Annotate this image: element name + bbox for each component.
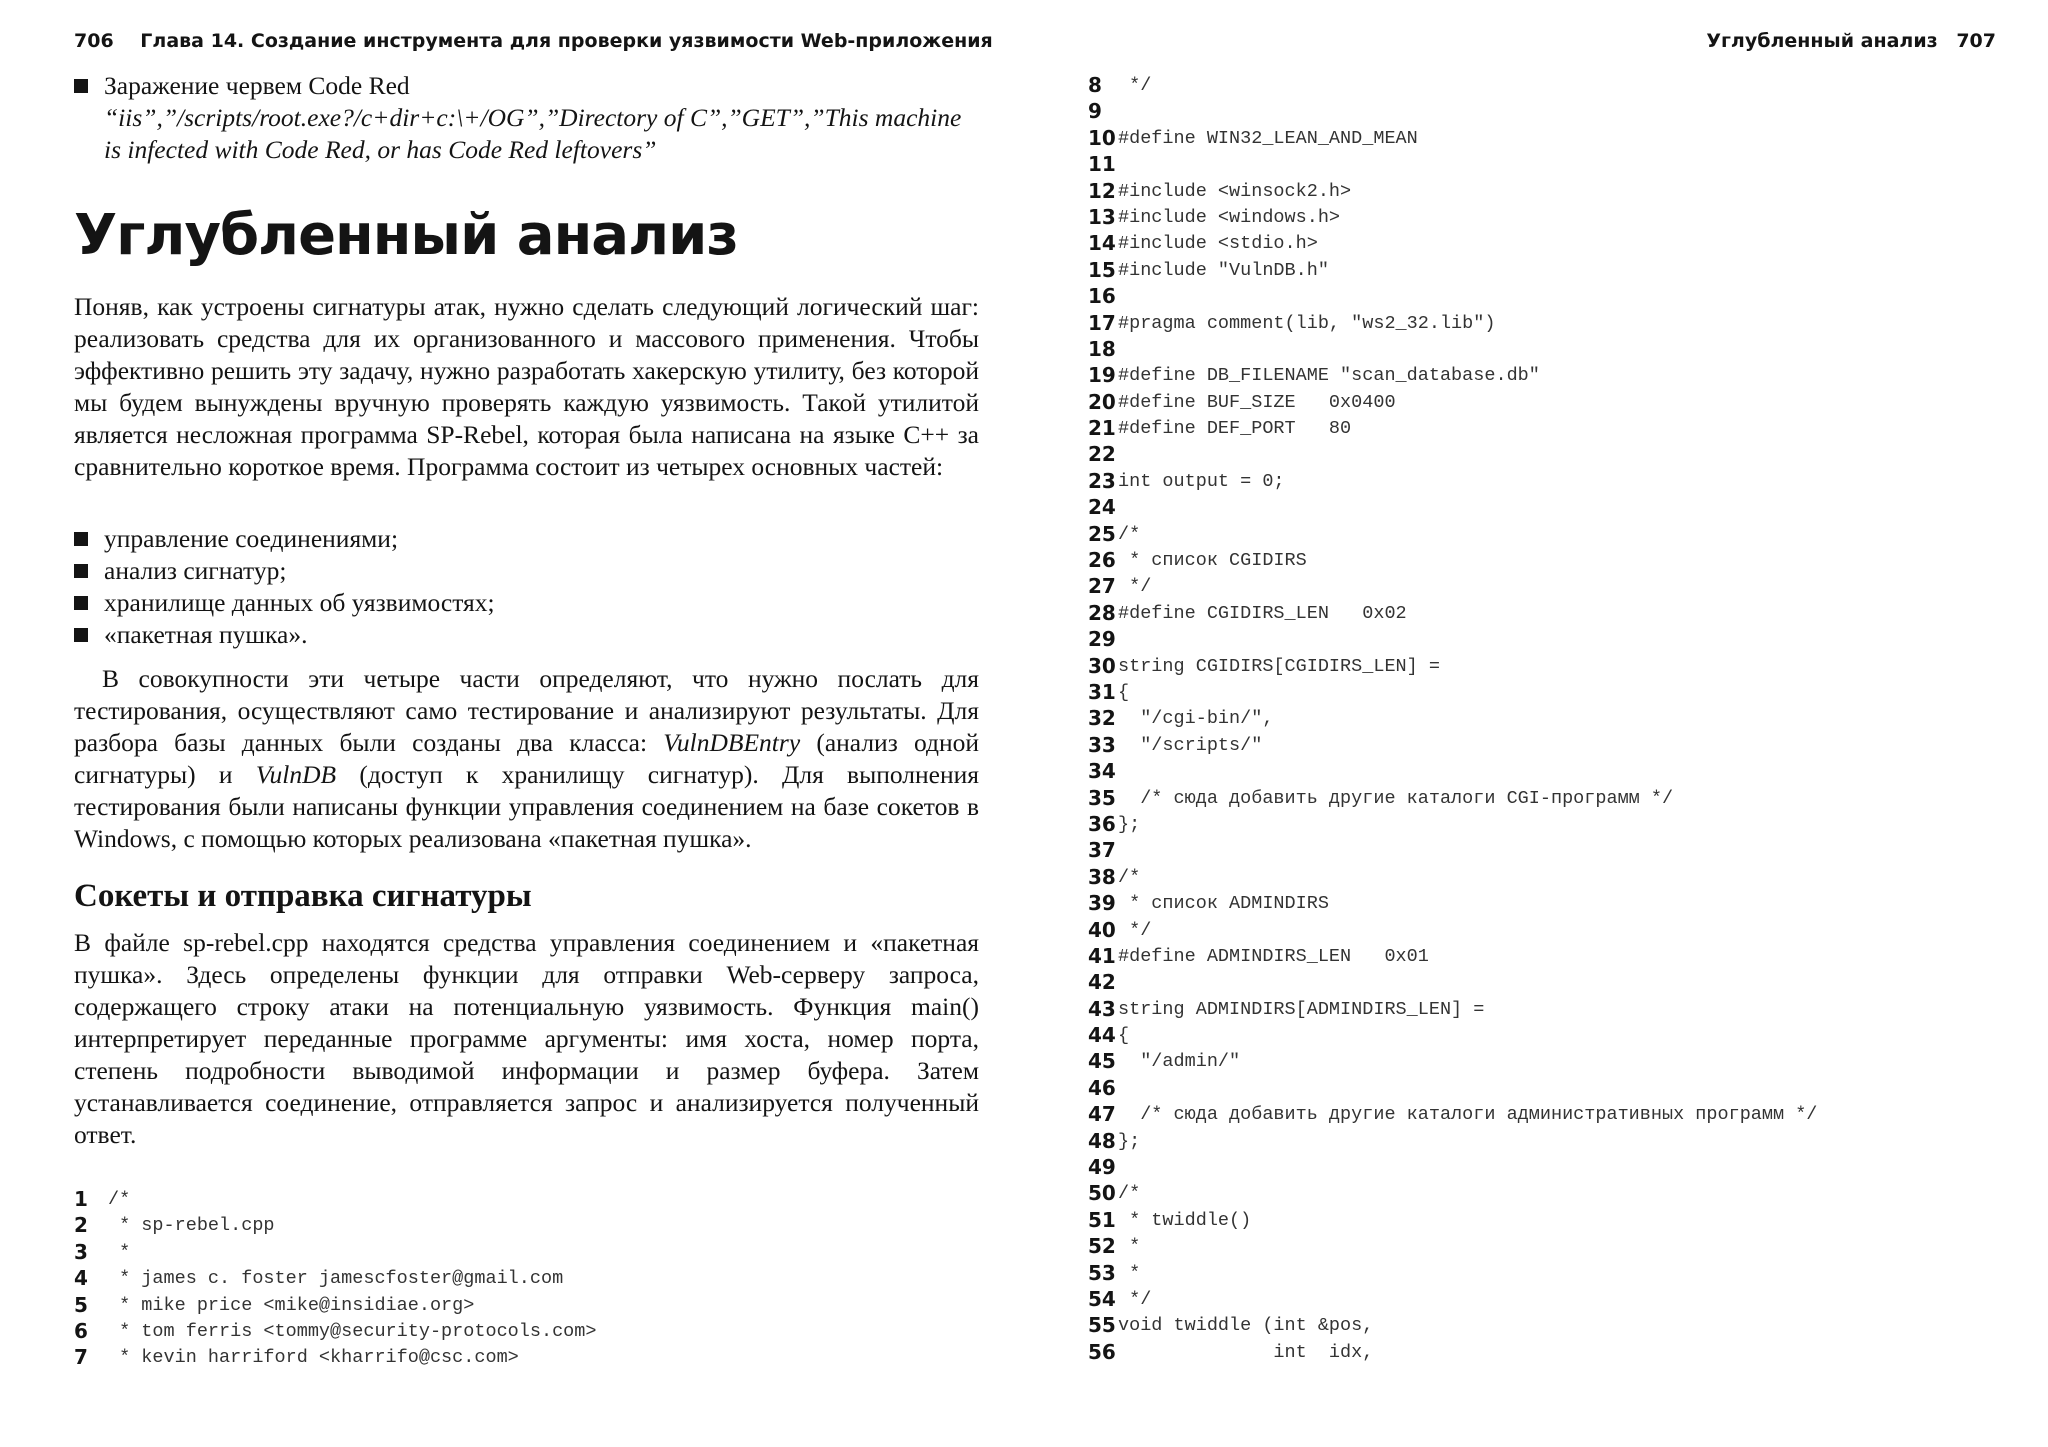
line-number: 44: [1088, 1023, 1116, 1048]
code-text: {: [1118, 681, 1130, 703]
bullet-square-icon: [74, 79, 88, 93]
code-text: #define CGIDIRS_LEN 0x02: [1118, 602, 1407, 624]
code-text: string CGIDIRS[CGIDIRS_LEN] =: [1118, 655, 1440, 677]
code-text: /*: [1118, 866, 1141, 888]
code-text: /*: [1118, 523, 1141, 545]
left-running-head: [74, 30, 993, 52]
line-number: 8: [1088, 73, 1102, 97]
line-number: 4: [74, 1266, 88, 1291]
line-number: 38: [1088, 864, 1116, 889]
line-number: 17: [1088, 310, 1116, 335]
code-text: string ADMINDIRS[ADMINDIRS_LEN] =: [1118, 998, 1485, 1020]
line-number: 45: [1088, 1049, 1116, 1074]
line-number: 34: [1088, 759, 1116, 784]
line-number: 15: [1088, 257, 1116, 282]
code-text: int output = 0;: [1118, 470, 1285, 492]
section-heading: Углубленный анализ: [74, 203, 738, 268]
bullet-title-line: [104, 70, 1054, 102]
code-text: /* сюда добавить другие каталоги административных программ */: [1118, 1104, 1818, 1126]
line-number: 53: [1088, 1260, 1116, 1285]
line-number: 7: [74, 1345, 88, 1370]
chapter-title: Глава 14. Создание инструмента для проверки уязвимости Web-приложения: [140, 30, 993, 52]
line-number: 41: [1088, 943, 1116, 968]
line-number: 10: [1088, 125, 1116, 150]
code-text: * james c. foster jamescfoster@gmail.com: [108, 1268, 564, 1290]
list-item: управление соединениями;: [104, 523, 495, 555]
code-text: * tom ferris <tommy@security-protocols.com>: [108, 1320, 597, 1342]
line-number: 18: [1088, 336, 1116, 361]
line-number: 9: [1088, 99, 1102, 124]
line-number: 42: [1088, 970, 1116, 995]
line-number: 3: [74, 1239, 88, 1264]
code-text: */: [1118, 919, 1152, 941]
code-text: #define DEF_PORT 80: [1118, 418, 1352, 440]
code-text: void twiddle (int &pos,: [1118, 1315, 1374, 1337]
code-text: * sp-rebel.cpp: [108, 1215, 275, 1237]
line-number: 16: [1088, 284, 1116, 309]
line-number: 52: [1088, 1234, 1116, 1259]
list-item: анализ сигнатур;: [104, 555, 495, 587]
line-number: 21: [1088, 416, 1116, 441]
line-number: 14: [1088, 231, 1116, 256]
code-text: * mike price <mike@insidiae.org>: [108, 1294, 475, 1316]
line-number: 32: [1088, 706, 1116, 731]
code-text: #include <windows.h>: [1118, 206, 1341, 228]
bullet-title: Заражение червем Code Red: [104, 71, 410, 100]
code-text: #define WIN32_LEAN_AND_MEAN: [1118, 127, 1418, 149]
code-text: #define BUF_SIZE 0x0400: [1118, 391, 1396, 413]
code-text: #define DB_FILENAME "scan_database.db": [1118, 365, 1540, 387]
code-text: /*: [108, 1189, 131, 1210]
line-number: 5: [74, 1292, 88, 1317]
intro-paragraph: Поняв, как устроены сигнатуры атак, нужно сделать следующий логический шаг: реализовать средства для их организованного и массового применения. Чтобы эффективно решить эту задачу, нужно разработать хакерскую утилиту, без которой мы будем вынуждены вручную проверять каждую уязвимость. Такой утилитой является несложная программа SP-Rebel, которая была написана на языке C++ за сравнительно короткое время. Программа состоит из четырех основных частей:: [74, 292, 979, 481]
code-text: * список CGIDIRS: [1118, 550, 1307, 572]
section-running-title: Углубленный анализ: [1706, 30, 1938, 52]
line-number: 46: [1088, 1075, 1116, 1100]
code-text: *: [1118, 1236, 1141, 1258]
line-number: 22: [1088, 442, 1116, 467]
code-text: "/scripts/": [1118, 734, 1263, 756]
line-number: 12: [1088, 178, 1116, 203]
code-text: "/admin/": [1118, 1051, 1241, 1073]
bullet-square-icon: [74, 532, 88, 546]
line-number: 19: [1088, 363, 1116, 388]
right-page-number: 707: [1956, 30, 1996, 52]
line-number: 25: [1088, 521, 1116, 546]
code-text: * список ADMINDIRS: [1118, 893, 1329, 915]
line-number: 51: [1088, 1207, 1116, 1232]
line-number: 29: [1088, 627, 1116, 652]
code-text: */: [1118, 75, 1152, 96]
line-number: 50: [1088, 1181, 1116, 1206]
bullet-square-icon: [74, 596, 88, 610]
line-number: 40: [1088, 917, 1116, 942]
line-number: 26: [1088, 548, 1116, 573]
line-number: 55: [1088, 1313, 1116, 1338]
line-number: 49: [1088, 1155, 1116, 1180]
line-number: 48: [1088, 1128, 1116, 1153]
code-text: #include "VulnDB.h": [1118, 259, 1329, 281]
code-text: *: [108, 1241, 131, 1263]
line-number: 13: [1088, 204, 1116, 229]
line-number: 37: [1088, 838, 1116, 863]
code-text: {: [1118, 1025, 1130, 1047]
code-text: #define ADMINDIRS_LEN 0x01: [1118, 945, 1429, 967]
line-number: 43: [1088, 996, 1116, 1021]
code-text: * kevin harriford <kharrifo@csc.com>: [108, 1347, 519, 1369]
code-text: /*: [1118, 1183, 1141, 1205]
line-number: 6: [74, 1318, 88, 1343]
code-text: */: [1118, 1288, 1152, 1310]
list-item: «пакетная пушка».: [104, 619, 495, 651]
left-page-number: 706: [74, 30, 114, 52]
list-item: хранилище данных об уязвимостях;: [104, 587, 495, 619]
code-text: /* сюда добавить другие каталоги CGI-программ */: [1118, 787, 1674, 809]
line-number: 27: [1088, 574, 1116, 599]
line-number: 39: [1088, 891, 1116, 916]
class-name-vulndbentry: VulnDBEntry: [663, 728, 801, 757]
code-text: "/cgi-bin/",: [1118, 708, 1274, 730]
line-number: 30: [1088, 653, 1116, 678]
line-number: 47: [1088, 1102, 1116, 1127]
code-text: #pragma comment(lib, "ws2_32.lib"): [1118, 312, 1496, 334]
code-text: *: [1118, 1262, 1141, 1284]
running-head: [74, 30, 1996, 56]
components-list: [104, 523, 495, 651]
line-number: 23: [1088, 468, 1116, 493]
code-text: };: [1118, 1130, 1141, 1152]
line-number: 11: [1088, 152, 1116, 177]
code-text: int idx,: [1118, 1341, 1374, 1363]
code-text: };: [1118, 813, 1141, 835]
code-text: #include <stdio.h>: [1118, 233, 1318, 255]
line-number: 28: [1088, 600, 1116, 625]
summary-paragraph: В совокупности эти четыре части определяют, что нужно послать для тестирования, осуществляют само тестирование и анализируют результаты. Для разбора базы данных были созданы два класса: VulnDBEntry (анализ одной сигнатуры) и VulnDB (доступ к хранилищу сигнатур). Для выполнения тестирования были написаны функции управления соединением на базе сокетов в Windows, с помощью которых реализована «пакетная пушка».: [74, 664, 980, 853]
code-text: #include <winsock2.h>: [1118, 180, 1352, 202]
line-number: 1: [74, 1187, 88, 1211]
bullet-square-icon: [74, 564, 88, 578]
line-number: 36: [1088, 811, 1116, 836]
bullet-square-icon: [74, 628, 88, 642]
line-number: 31: [1088, 679, 1116, 704]
line-number: 56: [1088, 1339, 1116, 1364]
sockets-paragraph: В файле sp-rebel.cpp находятся средства управления соединением и «пакетная пушка». Здесь определены функции для отправки Web-серверу запроса, содержащего строку атаки на потенциальную уязвимость. Функция main() интерпретирует переданные программе аргументы: имя хоста, номер порта, степень подробности выводимой информации и размер буфера. Затем устанавливается соединение, отправляется запрос и анализируется полученный ответ.: [74, 928, 979, 1149]
line-number: 33: [1088, 732, 1116, 757]
line-number: 35: [1088, 785, 1116, 810]
line-number: 24: [1088, 495, 1116, 520]
code-text: */: [1118, 576, 1152, 598]
code-text: * twiddle(): [1118, 1209, 1252, 1231]
right-running-head: [1706, 30, 1996, 52]
signature-line-2: is infected with Code Red, or has Code Red leftovers”: [104, 135, 657, 164]
code-red-bullet: [104, 70, 1054, 166]
line-number: 54: [1088, 1286, 1116, 1311]
line-number: 20: [1088, 389, 1116, 414]
line-number: 2: [74, 1213, 88, 1238]
class-name-vulndb: VulnDB: [255, 760, 337, 789]
subsection-heading: Сокеты и отправка сигнатуры: [74, 878, 532, 914]
signature-line-1: “iis”,”/scripts/root.exe?/c+dir+c:\+/OG”,”Directory of C”,”GET”,”This machine: [104, 103, 962, 132]
